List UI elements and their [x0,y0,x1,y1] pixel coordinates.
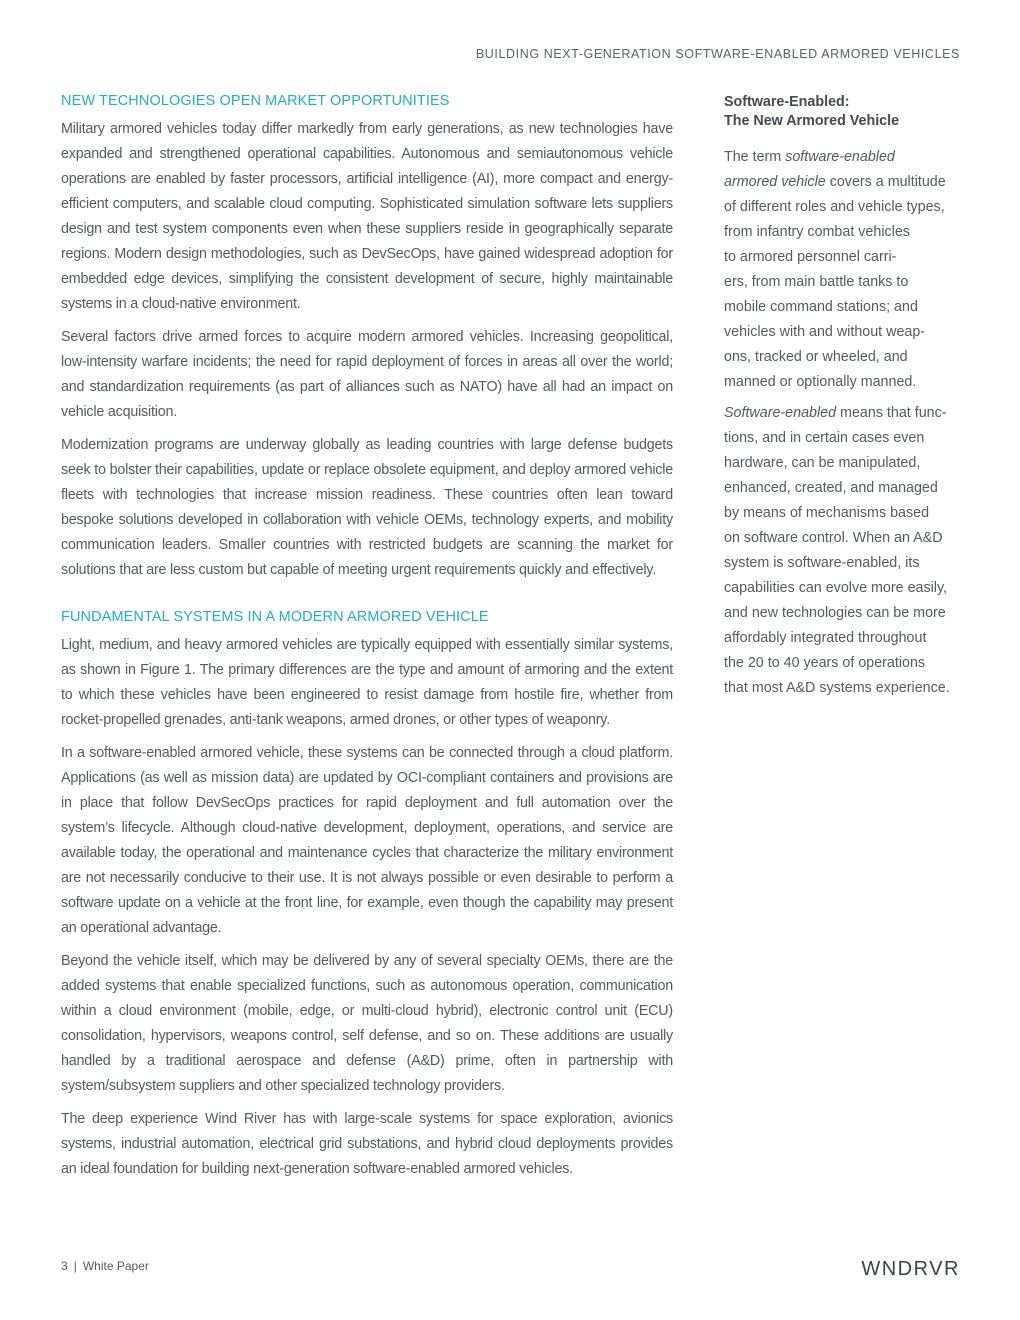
sidebar-line: tions, and in certain cases even [724,430,925,446]
sidebar-line: system is software-enabled, its [724,555,920,571]
sidebar-line: manned or optionally manned. [724,374,917,390]
sidebar-text: means that func- [836,405,947,421]
sidebar-line: the 20 to 40 years of operations [724,655,926,671]
section-heading-fundamental-systems: FUNDAMENTAL SYSTEMS IN A MODERN ARMORED VEHICLE [61,609,489,625]
sidebar-line: enhanced, created, and managed [724,480,938,496]
sidebar-paragraph [724,145,962,395]
sidebar-line [724,170,962,195]
sidebar-line [724,401,962,426]
paragraph: Modernization programs are underway globally as leading countries with large defense budgets seek to bolster their capabilities, update or replace obsolete equipment, and deploy armored vehicle fleets with technologies that increase mission readiness. These countries often lean toward bespoke solutions developed in collaboration with vehicle OEMs, technology experts, and mobility communication leaders. Smaller countries with restricted budgets are scanning the market for solutions that are less custom but capable of meeting urgent requirements quickly and effectively. [61,437,673,578]
sidebar-title-line: The New Armored Vehicle [724,113,900,129]
sidebar-line: that most A&D systems experience. [724,680,950,696]
sidebar-line: mobile command stations; and [724,299,918,315]
paragraph: The deep experience Wind River has with large-scale systems for space exploration, avionics systems, industrial automation, electrical grid substations, and hybrid cloud deployments provides an ideal foundation for building next-generation software-enabled armored vehicles. [61,1111,673,1177]
sidebar-line [724,145,962,170]
sidebar-text: covers a multitude [825,174,946,190]
sidebar-emphasis: Software-enabled [724,405,837,421]
section-heading-new-technologies: NEW TECHNOLOGIES OPEN MARKET OPPORTUNITIES [61,93,450,109]
footer-separator: | [73,1259,77,1273]
document-type: White Paper [82,1259,149,1273]
paragraph: In a software-enabled armored vehicle, these systems can be connected through a cloud platform. Applications (as well as mission data) are updated by OCI-compliant containers and provisions are in place that follow DevSecOps practices for rapid deployment and full automation over the system’s lifecycle. Although cloud-native development, deployment, operations, and service are available today, the operational and maintenance cycles that characterize the military environment are not necessarily conducive to their use. It is not always possible or even desirable to perform a software update on a vehicle at the front line, for example, even though the capability may present an operational advantage. [61,745,673,936]
sidebar [724,93,962,707]
sidebar-line: capabilities can evolve more easily, [724,580,948,596]
company-logo: WNDRVR [861,1258,960,1280]
sidebar-text: The term [724,149,786,165]
sidebar-line: of different roles and vehicle types, [724,199,945,215]
paragraph: Several factors drive armed forces to acquire modern armored vehicles. Increasing geopolitical, low-intensity warfare incidents; the need for rapid deployment of forces in areas all over the world; and standardization requirements (as part of alliances such as NATO) have all had an impact on vehicle acquisition. [61,329,673,420]
sidebar-line: vehicles with and without weap- [724,324,926,340]
page-number: 3 [61,1259,68,1273]
paragraph: Beyond the vehicle itself, which may be delivered by any of several specialty OEMs, there are the added systems that enable specialized functions, such as autonomous operation, communication within a cloud environment (mobile, edge, or multi-cloud hybrid), electronic control unit (ECU) consolidation, hypervisors, weapons control, self defense, and so on. These additions are usually handled by a traditional aerospace and defense (A&D) prime, often in partnership with system/subsystem suppliers and other specialized technology providers. [61,953,673,1094]
sidebar-emphasis: software-enabled [785,149,895,165]
sidebar-line: ons, tracked or wheeled, and [724,349,908,365]
sidebar-line: affordably integrated throughout [724,630,927,646]
sidebar-line: on software control. When an A&D [724,530,943,546]
sidebar-line: by means of mechanisms based [724,505,930,521]
main-column [61,93,673,1190]
running-header: BUILDING NEXT-GENERATION SOFTWARE-ENABLED ARMORED VEHICLES [475,47,960,61]
paragraph: Military armored vehicles today differ markedly from early generations, as new technologies have expanded and strengthened operational capabilities. Autonomous and semiautonomous vehicle operations are enabled by faster processors, artificial intelligence (AI), more compact and energy-efficient computers, and scalable cloud computing. Sophisticated simulation software lets suppliers design and test system components even when these suppliers reside in geographically separate regions. Modern design methodologies, such as DevSecOps, have gained widespread adoption for embedded edge devices, simplifying the consistent development of secure, highly maintainable systems in a cloud-native environment. [61,121,673,312]
page-footer [61,1259,149,1273]
paragraph: Light, medium, and heavy armored vehicles are typically equipped with essentially similar systems, as shown in Figure 1. The primary differences are the type and amount of armoring and the extent to which these vehicles have been engineered to resist damage from hostile fire, whether from rocket-propelled grenades, anti-tank weapons, armed drones, or other types of weaponry. [61,637,673,728]
sidebar-line: from infantry combat vehicles [724,224,910,240]
sidebar-title [724,93,962,131]
sidebar-line: hardware, can be manipulated, [724,455,921,471]
sidebar-line: ers, from main battle tanks to [724,274,909,290]
sidebar-paragraph [724,401,962,701]
sidebar-title-line: Software-Enabled: [724,94,850,110]
sidebar-line: and new technologies can be more [724,605,946,621]
sidebar-emphasis: armored vehicle [724,174,826,190]
sidebar-line: to armored personnel carri- [724,249,897,265]
